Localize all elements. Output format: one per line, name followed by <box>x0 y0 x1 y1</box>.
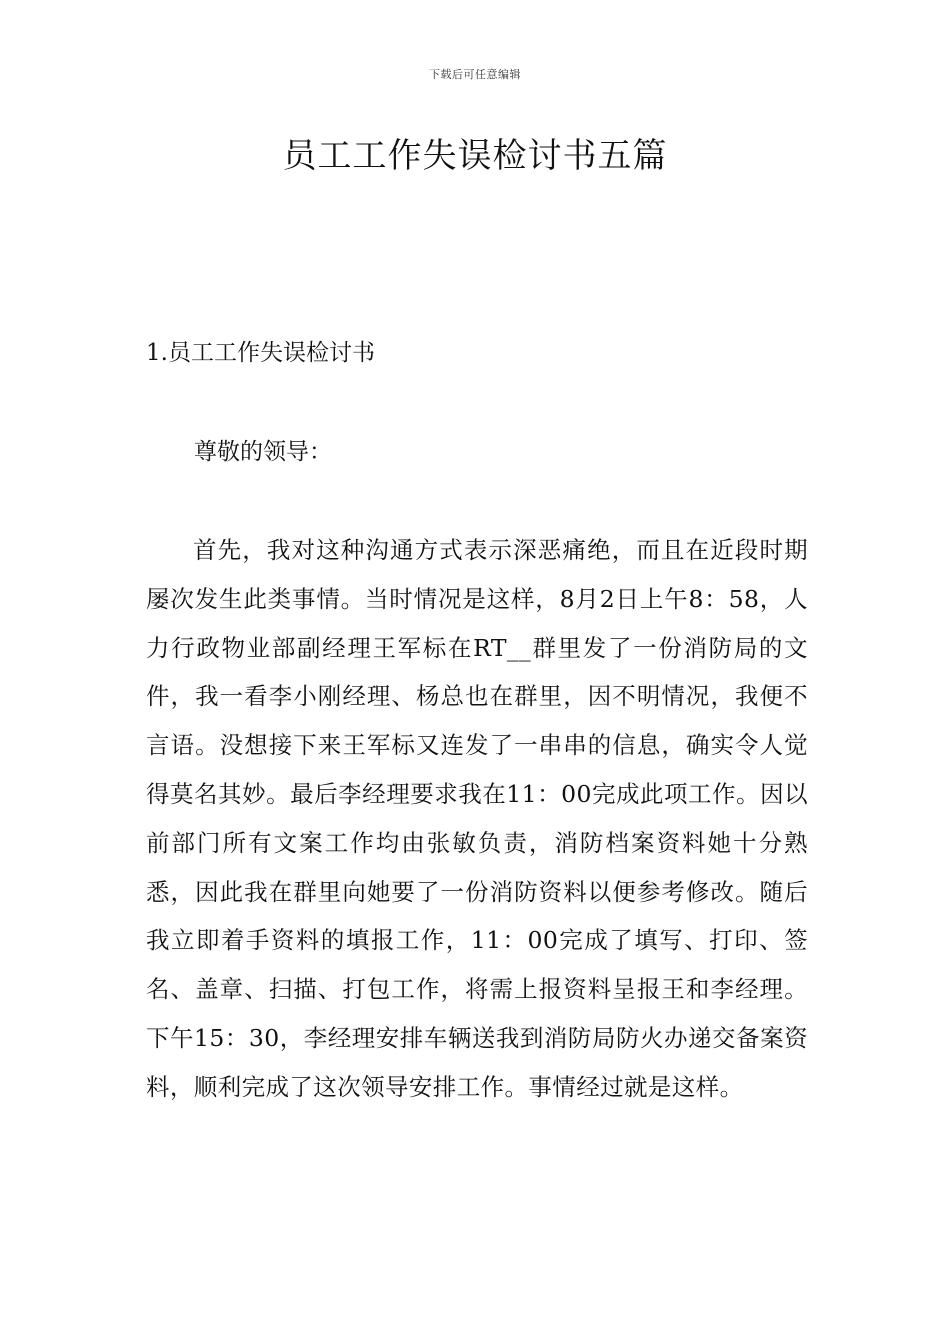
document-title: 员工工作失误检讨书五篇 <box>282 136 668 176</box>
body-paragraph: 首先，我对这种沟通方式表示深恶痛绝，而且在近段时期屡次发生此类事情。当时情况是这样，8月2日上午8：58，人力行政物业部副经理王军标在RT__群里发了一份消防局的文件，我一看李小刚经理、杨总也在群里，因不明情况，我便不言语。没想接下来王军标又连发了一串串的信息，确实令人觉得莫名其妙。最后李经理要求我在11：00完成此项工作。因以前部门所有文案工作均由张敏负责，消防档案资料她十分熟悉，因此我在群里向她要了一份消防资料以便参考修改。随后我立即着手资料的填报工作，11：00完成了填写、打印、签名、盖章、扫描、打包工作，将需上报资料呈报王和李经理。下午15：30，李经理安排车辆送我到消防局防火办递交备案资料，顺利完成了这次领导安排工作。事情经过就是这样。 <box>146 536 808 1101</box>
header-note: 下载后可任意编辑 <box>429 68 521 81</box>
salutation: 尊敬的领导： <box>194 439 332 465</box>
section-heading: 1.员工工作失误检讨书 <box>146 340 375 366</box>
